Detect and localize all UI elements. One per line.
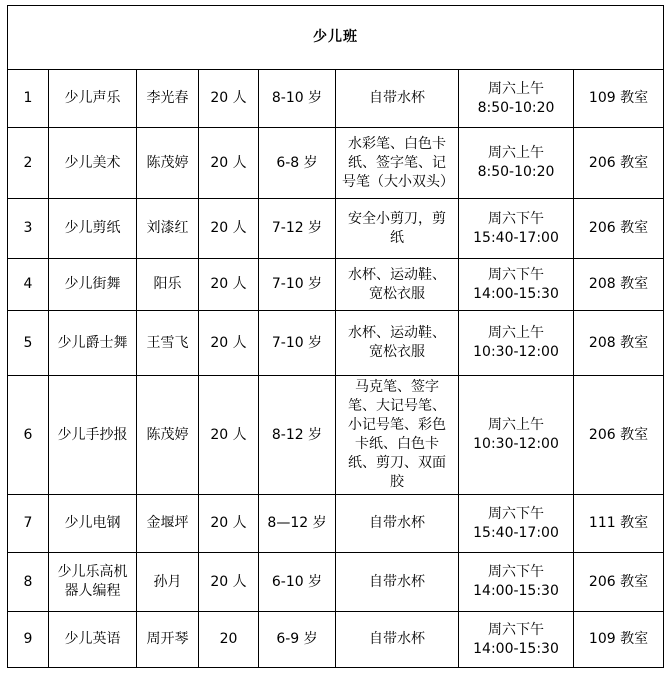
cell-row-number: 5 (8, 311, 49, 376)
schedule-day: 周六上午 (488, 145, 544, 161)
cell-teacher: 陈茂婷 (137, 376, 199, 495)
cell-teacher: 孙月 (137, 553, 199, 612)
cell-classroom: 206 教室 (574, 553, 664, 612)
cell-teacher: 王雪飞 (137, 311, 199, 376)
cell-age-range: 6-9 岁 (259, 612, 336, 668)
schedule-day: 周六上午 (488, 325, 544, 341)
cell-row-number: 6 (8, 376, 49, 495)
cell-materials: 水杯、运动鞋、宽松衣服 (336, 311, 459, 376)
cell-classroom: 208 教室 (574, 259, 664, 311)
cell-classroom: 206 教室 (574, 199, 664, 259)
cell-age-range: 8-10 岁 (259, 70, 336, 128)
table-row (8, 612, 664, 668)
cell-capacity: 20 人 (199, 311, 259, 376)
cell-row-number: 9 (8, 612, 49, 668)
cell-schedule (459, 612, 574, 668)
schedule-time: 15:40-17:00 (473, 524, 559, 541)
class-schedule-table (7, 5, 664, 668)
cell-capacity: 20 人 (199, 376, 259, 495)
cell-capacity: 20 (199, 612, 259, 668)
cell-class-name: 少儿手抄报 (49, 376, 137, 495)
cell-schedule (459, 495, 574, 553)
cell-class-name: 少儿剪纸 (49, 199, 137, 259)
cell-schedule (459, 70, 574, 128)
cell-age-range: 8—12 岁 (259, 495, 336, 553)
cell-schedule (459, 553, 574, 612)
cell-schedule (459, 376, 574, 495)
schedule-day: 周六上午 (488, 80, 544, 97)
table-row (8, 311, 664, 376)
cell-row-number: 1 (8, 70, 49, 128)
table-row (8, 259, 664, 311)
cell-class-name: 少儿爵士舞 (49, 311, 137, 376)
cell-schedule (459, 199, 574, 259)
cell-schedule (459, 311, 574, 376)
cell-teacher: 李光春 (137, 70, 199, 128)
table-row (8, 199, 664, 259)
cell-age-range: 6-8 岁 (259, 128, 336, 199)
cell-class-name: 少儿声乐 (49, 70, 137, 128)
cell-classroom: 109 教室 (574, 70, 664, 128)
schedule-time: 14:00-15:30 (473, 583, 559, 599)
cell-materials: 马克笔、签字笔、大记号笔、小记号笔、彩色卡纸、白色卡纸、剪刀、双面胶 (336, 376, 459, 495)
title-row (8, 6, 664, 70)
table-row (8, 495, 664, 553)
schedule-day: 周六下午 (488, 564, 544, 580)
cell-age-range: 7-10 岁 (259, 311, 336, 376)
cell-capacity: 20 人 (199, 495, 259, 553)
schedule-day: 周六下午 (488, 621, 544, 638)
cell-age-range: 6-10 岁 (259, 553, 336, 612)
cell-materials: 自带水杯 (336, 553, 459, 612)
schedule-day: 周六下午 (488, 210, 544, 227)
cell-class-name: 少儿电钢 (49, 495, 137, 553)
schedule-time: 14:00-15:30 (473, 285, 559, 302)
cell-materials: 水杯、运动鞋、宽松衣服 (336, 259, 459, 311)
schedule-time: 10:30-12:00 (473, 436, 559, 452)
cell-teacher: 陈茂婷 (137, 128, 199, 199)
cell-materials: 自带水杯 (336, 70, 459, 128)
cell-teacher: 金堰坪 (137, 495, 199, 553)
cell-row-number: 3 (8, 199, 49, 259)
cell-teacher: 阳乐 (137, 259, 199, 311)
cell-classroom: 111 教室 (574, 495, 664, 553)
table-row (8, 553, 664, 612)
cell-capacity: 20 人 (199, 553, 259, 612)
cell-class-name: 少儿英语 (49, 612, 137, 668)
cell-materials: 自带水杯 (336, 612, 459, 668)
cell-schedule (459, 128, 574, 199)
cell-age-range: 7-12 岁 (259, 199, 336, 259)
cell-teacher: 刘漆红 (137, 199, 199, 259)
cell-capacity: 20 人 (199, 128, 259, 199)
cell-class-name: 少儿乐高机器人编程 (49, 553, 137, 612)
cell-age-range: 7-10 岁 (259, 259, 336, 311)
cell-classroom: 109 教室 (574, 612, 664, 668)
cell-row-number: 7 (8, 495, 49, 553)
schedule-day: 周六下午 (488, 266, 544, 283)
cell-row-number: 8 (8, 553, 49, 612)
cell-capacity: 20 人 (199, 259, 259, 311)
schedule-time: 10:30-12:00 (473, 344, 559, 360)
cell-age-range: 8-12 岁 (259, 376, 336, 495)
cell-teacher: 周开琴 (137, 612, 199, 668)
cell-classroom: 208 教室 (574, 311, 664, 376)
schedule-time: 8:50-10:20 (477, 99, 555, 116)
cell-materials: 安全小剪刀，剪纸 (336, 199, 459, 259)
cell-classroom: 206 教室 (574, 128, 664, 199)
cell-schedule (459, 259, 574, 311)
schedule-day: 周六下午 (488, 505, 544, 522)
table-row (8, 70, 664, 128)
schedule-day: 周六上午 (488, 417, 544, 433)
schedule-time: 14:00-15:30 (473, 640, 559, 657)
cell-classroom: 206 教室 (574, 376, 664, 495)
schedule-time: 8:50-10:20 (477, 164, 555, 180)
page-title: 少儿班 (8, 6, 664, 70)
cell-capacity: 20 人 (199, 199, 259, 259)
cell-materials: 水彩笔、白色卡纸、签字笔、记号笔（大小双头） (336, 128, 459, 199)
table-row (8, 128, 664, 199)
cell-capacity: 20 人 (199, 70, 259, 128)
cell-row-number: 2 (8, 128, 49, 199)
table-row (8, 376, 664, 495)
cell-materials: 自带水杯 (336, 495, 459, 553)
schedule-time: 15:40-17:00 (473, 229, 559, 246)
cell-class-name: 少儿街舞 (49, 259, 137, 311)
cell-row-number: 4 (8, 259, 49, 311)
cell-class-name: 少儿美术 (49, 128, 137, 199)
